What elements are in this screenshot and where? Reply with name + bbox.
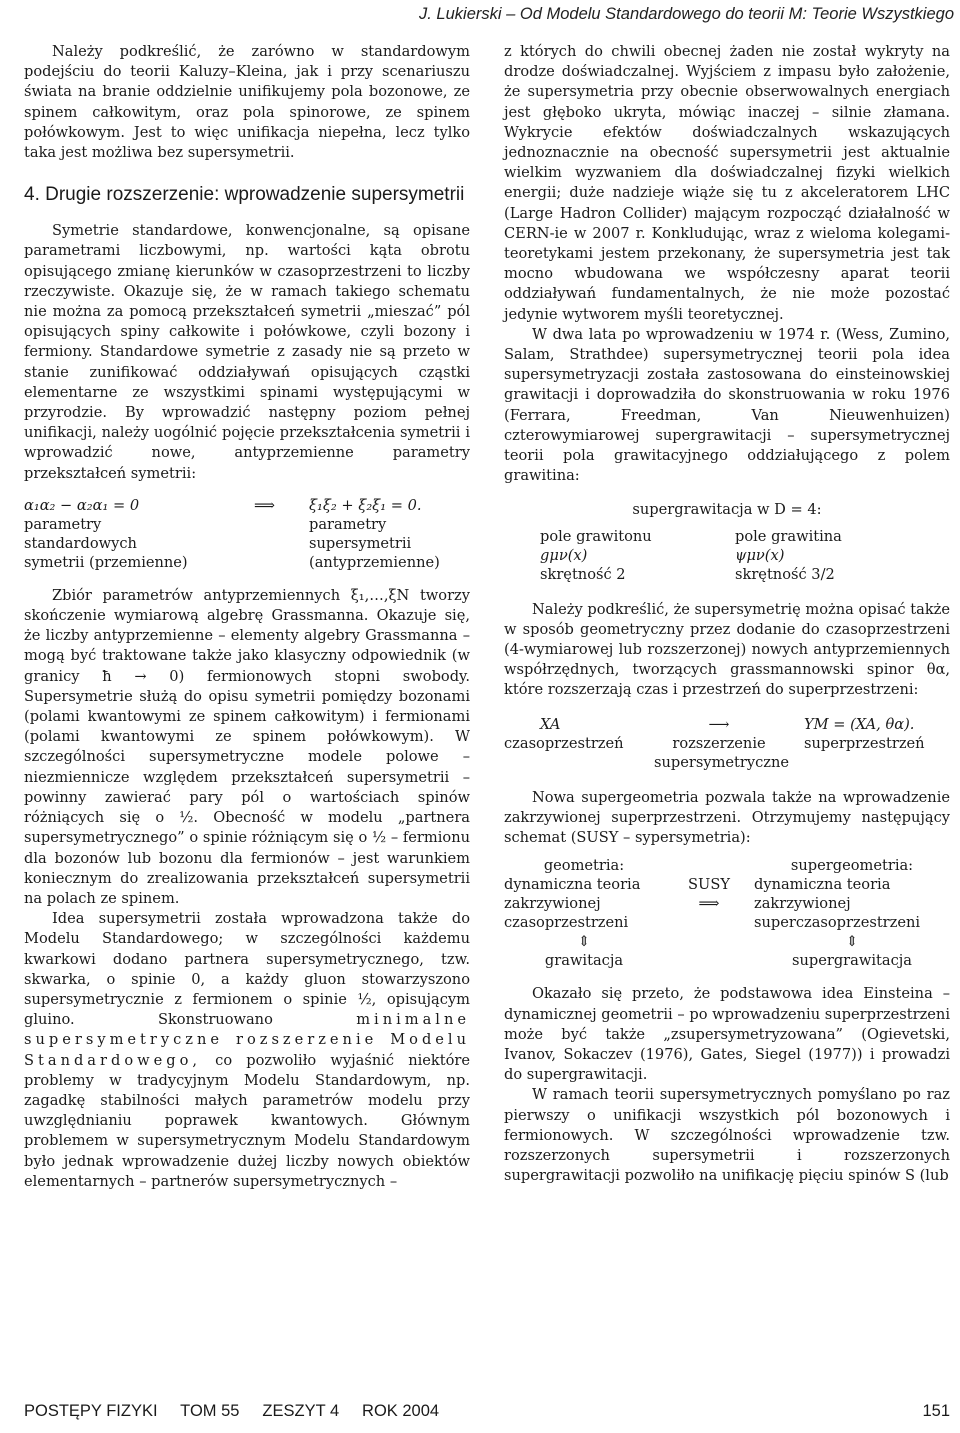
paragraph: Należy podkreślić, że supersymetrię można opisać także w sposób geometryczny przez dodanie do czasoprzestrzeni (4-wymiarowej lub rozszerzonej) nowych antyprzemiennych współrzędnych, tworzących grassmannowski spinor θα, które rozszerzają czas i przestrzeń do superprzestrzeni: xyxy=(504,600,950,699)
label: supergeometria: xyxy=(790,857,914,875)
label: dynamiczna teoria xyxy=(754,876,891,894)
label: parametry xyxy=(309,515,387,533)
long-arrow: ⟶ xyxy=(708,715,730,733)
equation-supergravity-title: supergrawitacja w D = 4: xyxy=(632,501,822,519)
label: pole grawitonu xyxy=(540,527,652,545)
implies-arrow: ⟹ xyxy=(254,496,275,514)
paragraph: Nowa supergeometria pozwala także na wprowadzenie zakrzywionej superprzestrzeni. Otrzymujemy następujący schemat (SUSY – sypersymetria): xyxy=(504,788,950,847)
updown-arrow-icon: ⇕ xyxy=(577,933,591,951)
paragraph xyxy=(24,909,470,1192)
label: dynamiczna teoria xyxy=(504,876,641,894)
section-heading: 4. Drugie rozszerzenie: wprowadzenie supersymetrii xyxy=(24,184,465,206)
page-footer xyxy=(24,1402,950,1421)
paragraph: Należy podkreślić, że zarówno w standardowym podejściu do teorii Kaluzy–Kleina, jak i przy scenariuszu świata na branie oddzielnie unifikujemy pola bozonowe, ze spinem całkowitym, oraz pola spinorowe, ze spinem połówkowym. Jest to więc unifikacja niepełna, lecz tylko taka jest możliwa bez supersymetrii. xyxy=(24,43,470,162)
paragraph: Okazało się przeto, że podstawowa idea Einsteina – dynamicznej geometrii – po wprowadzeniu superprzestrzeni może być także „zsupersymetryzowana” (Ogievetski, Ivanov, Sokaczev (1976), Gates, Siegel (1977)) i prowadzi do supergrawitacji. xyxy=(504,985,950,1084)
paragraph: W dwa lata po wprowadzeniu w 1974 r. (Wess, Zumino, Salam, Strathdee) supersymetrycznej teorii pola idea supersymetryzacji została zastosowana do einsteinowskiej grawitacji i doprowadziła do skonstruowania w roku 1976 (Ferrara, Freedman, Van Nieuwenhuizen) czterowymiarowej supergrawitacji – supersymetrycznej teorii pola grawitacyjnego oddziałującego z polem grawitina: xyxy=(504,325,950,485)
label: SUSY xyxy=(688,876,730,894)
formula-standard: α₁α₂ − α₂α₁ = 0 xyxy=(24,496,140,514)
paragraph: Zbiór parametrów antyprzemiennych ξ₁,…,ξN tworzy skończenie wymiarową algebrę Grassmanna. Okazuje się, że liczby antyprzemienne – elementy algebry Grassmanna – mogą być traktowane także jako klasyczny odpowiednik (w granicy ħ → 0) fermionowych stopni swobody. Supersymetrie służą do opisu symetrii pomiędzy bozonami (polami kwantowymi ze spinem całkowitym) i fermionami (polami kwantowymi ze spinem połówkowym). W szczególności supersymetryczne modele polowe – niezmiennicze względem przekształceń supersymetrii – powinny zawierać pary pól o wartościach spinów różniących się o ½. Obecność w modelu „partnera supersymetrycznego” o spinie różniącym się o ½ – fermionu dla bozonów lub bozonu dla fermionów – jest warunkiem koniecznym do zrealizowania przekształceń supersymetrii na polach ze spinem. xyxy=(24,586,470,907)
formula: YM = (XA, θα). xyxy=(804,715,915,733)
equation-superspace xyxy=(504,715,950,772)
paragraph: W ramach teorii supersymetrycznych pomyślano po raz pierwszy o unifikacji wszystkich pól bozonowych i fermionowych. W szczególności wprowadzenie tzw. rozszerzonych supersymetrii i rozszerzonych supergrawitacji pozwoliło na unifikację pięciu spinów S (lub xyxy=(504,1086,950,1185)
text: co pozwoliło wyjaśnić niektóre problemy w tradycyjnym Modelu Standardowym, np. zagadkę stabilności małych parametrów modelu przy uwzględnianiu poprawek kwantowych. Głównym problemem w supersymetrycznym Modelu Standardowym było jednak wprowadzenie dużej liczby nowych obiektów elementarnych – partnerów supersymetrycznych – xyxy=(24,1051,471,1190)
equation-supergravity xyxy=(540,527,930,584)
label: standardowych xyxy=(24,534,137,552)
label: grawitacja xyxy=(544,952,624,970)
label: pole grawitina xyxy=(735,527,842,545)
label: parametry xyxy=(24,515,102,533)
label: rozszerzenie xyxy=(672,734,766,752)
equation-susy-scheme xyxy=(504,856,950,970)
equation-parameters xyxy=(24,496,470,572)
journal-info: POSTĘPY FIZYKI TOM 55 ZESZYT 4 ROK 2004 xyxy=(24,1402,440,1420)
updown-arrow-icon: ⇕ xyxy=(845,933,859,951)
label: (antyprzemienne) xyxy=(309,553,440,571)
label: supersymetrii xyxy=(309,534,412,552)
label: czasoprzestrzeni xyxy=(504,914,629,932)
label: superczasoprzestrzeni xyxy=(754,914,921,932)
spaced-emphasis: minimalne supersymetryczne rozszerzenie Modelu Standardowego, xyxy=(24,1011,471,1069)
label: supersymetryczne xyxy=(654,753,790,771)
running-title: J. Lukierski – Od Modelu Standardowego do teorii M: Teorie Wszystkiego xyxy=(419,5,954,23)
formula-super: ξ₁ξ₂ + ξ₂ξ₁ = 0. xyxy=(309,496,422,514)
page-number: 151 xyxy=(922,1402,950,1420)
right-column xyxy=(504,42,950,1186)
label: supergrawitacja xyxy=(792,952,912,970)
label: skrętność 3/2 xyxy=(735,565,835,583)
label: superprzestrzeń xyxy=(804,734,925,752)
left-column xyxy=(24,42,470,1192)
formula: XA xyxy=(540,715,561,733)
text: Idea supersymetrii została wprowadzona także do Modelu Standardowego; w szczególności każdemu kwarkowi dodano partnera supersymetrycznego, tzw. skwarka, o spinie 0, a każdy gluon stowarzyszono supersymetrycznie z fermionem o spinie ½, opisującym gluino. Skonstruowano xyxy=(24,910,470,1029)
paragraph: z których do chwili obecnej żaden nie został wykryty na drodze doświadczalnej. Wyjściem z impasu było założenie, że supersymetria przy obecnie obserwowalnych energiach jest głęboko ukryta, mówiąc inaczej – silnie złamana. Wykrycie efektów doświadczalnych wskazujących jednoznacznie na obecność supersymetrii jest aktualnie wielkim wyzwaniem dla doświadczalnej fizyki wielkich energii; duże nadzieje wiąże się tu z akceleratorem LHC (Large Hadron Collider) mającym rozpocząć działalność w CERN-ie w 2007 r. Konkludując, wraz z wieloma kolegami-teoretykami jestem przekonany, że supersymetria jest tak mocno wbudowana we współczesny aparat teorii oddziaływań fundamentalnych, że nie może pozostać jedynie wytworem myśli teoretycznej. xyxy=(504,43,950,323)
formula: gμν(x) xyxy=(540,546,588,564)
label: zakrzywionej xyxy=(754,895,851,913)
label: czasoprzestrzeń xyxy=(504,734,624,752)
implies-arrow: ⟹ xyxy=(698,895,720,913)
label: skrętność 2 xyxy=(540,565,626,583)
label: geometria: xyxy=(543,857,625,875)
formula: ψμν(x) xyxy=(735,546,785,564)
paragraph: Symetrie standardowe, konwencjonalne, są opisane parametrami liczbowymi, np. wartości kąta obrotu opisującego zmianę kierunków w czasoprzestrzeni to liczby rzeczywiste. Okazuje się, że w ramach takiego schematu nie można za pomocą przekształceń symetrii „mieszać” pól opisujących spiny całkowite i połówkowe, czyli bozony i fermiony. Standardowe symetrie z zasady nie są przeto w stanie zunifikować oddziaływań opisujących cząstki elementarne ze wszystkimi spinami występującymi w przyrodzie. By wprowadzić następny poziom pełnej unifikacji, należy uogólnić pojęcie przekształcenia symetrii i wprowadzić nowe, antyprzemienne parametry przekształceń symetrii: xyxy=(24,222,470,482)
label: zakrzywionej xyxy=(504,895,601,913)
label: symetrii (przemienne) xyxy=(24,553,188,571)
